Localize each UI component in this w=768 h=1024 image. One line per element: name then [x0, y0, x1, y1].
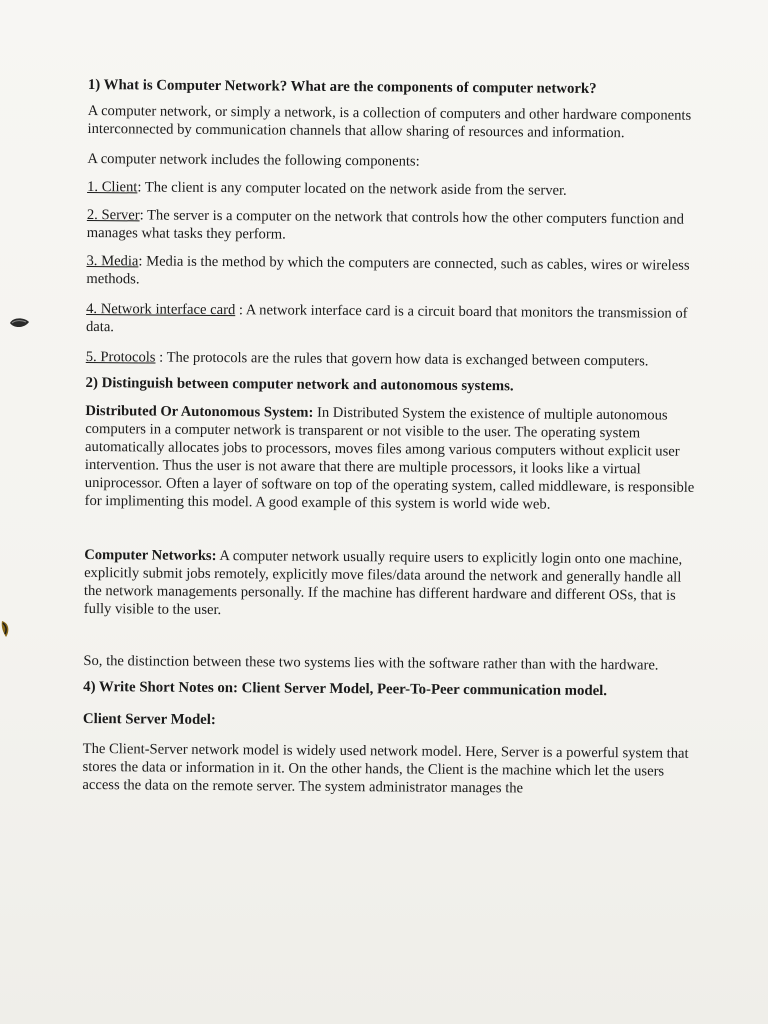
component-text: The protocols are the rules that govern how data is exchanged between computers. [166, 349, 649, 370]
component-label: 1. Client [87, 178, 138, 196]
component-separator: : [155, 349, 167, 366]
component-label: 5. Protocols [85, 348, 156, 366]
component-text: A network interface card is a circuit board that monitors the transmission of data. [85, 302, 688, 336]
distributed-system-term: Distributed Or Autonomous System: [85, 402, 314, 421]
computer-networks-text: A computer network usually require users to explicitly login onto one machine, explicitly submit jobs remotely, explicitly move files/data around the network and generally handle all the network managements personally. If the machine has different hardware and different OSs, that is fully visible to the user. [83, 548, 683, 619]
question-1-heading: 1) What is Computer Network? What are the components of computer network? [87, 76, 597, 97]
q1-intro-paragraph: A computer network, or simply a network, is a collection of computers and other hardware components interconnected by communication channels that allow sharing of resources and information. [87, 102, 692, 142]
client-server-subheading: Client Server Model: [82, 710, 216, 729]
component-text: The client is any computer located on the network aside from the server. [144, 179, 567, 199]
component-text: Media is the method by which the computers are connected, such as cables, wires or wireless methods. [86, 253, 690, 288]
component-nic [86, 300, 704, 341]
document-body [82, 76, 706, 799]
computer-networks-term: Computer Networks: [84, 546, 217, 565]
client-server-paragraph: The Client-Server network model is widely used network model. Here, Server is a powerful system that stores the data or information in it. On the other hands, the Client is the machine which let the users access the data on the remote server. The system administrator manages the [82, 740, 689, 797]
component-client [87, 178, 705, 201]
component-protocols [86, 348, 704, 371]
q2-conclusion-paragraph: So, the distinction between these two systems lies with the software rather than with the hardware. [83, 652, 659, 674]
component-separator: : [138, 253, 147, 270]
component-label: 4. Network interface card [86, 300, 236, 319]
component-label: 2. Server [86, 206, 140, 224]
question-4-heading: 4) Write Short Notes on: Client Server Model, Peer-To-Peer communication model. [83, 678, 608, 700]
component-text: The server is a computer on the network that controls how the other computers function and manages what tasks they perform. [86, 207, 685, 243]
distributed-system-paragraph [85, 402, 704, 515]
component-separator: : [139, 207, 148, 224]
distributed-system-text: In Distributed System the existence of multiple autonomous computers in a computer network is transparent or not visible to the user. The operating system automatically allocates jobs to processors, moves files among various computers without explicit user intervention. Thus the user is not aware that there are multiple processors, it looks like a virtual uniprocessor. Often a layer of software on top of the operating system, called middleware, is responsible for implimenting this model. A good example of this system is world wide web. [84, 404, 695, 513]
q1-components-lead: A computer network includes the following components: [87, 150, 420, 170]
punch-hole-mark-icon [4, 314, 32, 332]
component-separator: : [137, 179, 145, 196]
component-label: 3. Media [86, 252, 139, 270]
component-media [86, 252, 704, 293]
component-separator: : [235, 302, 246, 319]
computer-networks-paragraph [84, 546, 703, 623]
component-server [87, 206, 705, 247]
question-2-heading: 2) Distinguish between computer network and autonomous systems. [85, 374, 514, 395]
punch-hole-mark-icon [0, 617, 14, 639]
